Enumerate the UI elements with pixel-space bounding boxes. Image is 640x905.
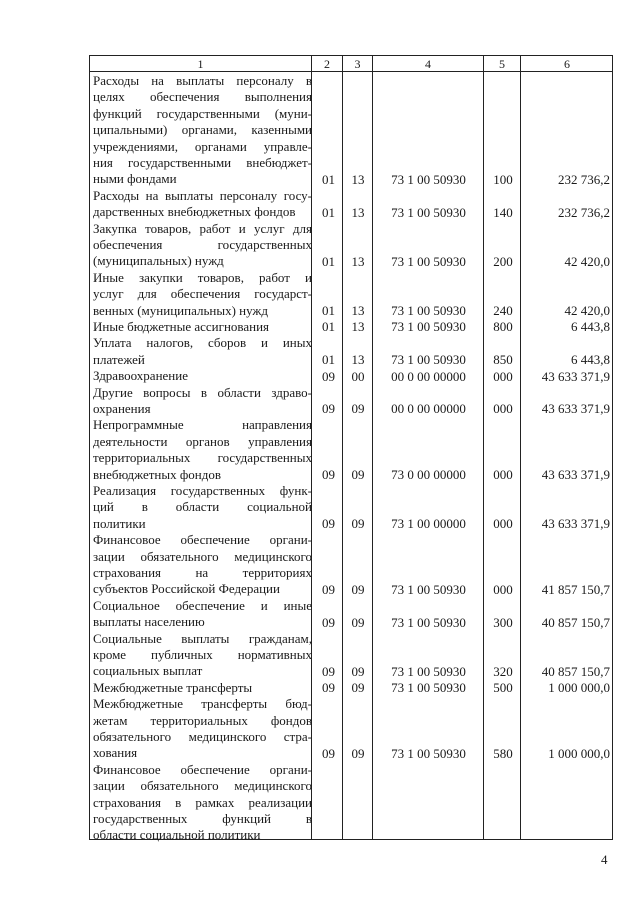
- table-row: [90, 221, 612, 270]
- header-col-2: 2: [324, 57, 330, 71]
- description-line: платежей: [93, 351, 145, 367]
- table-row: [90, 335, 612, 368]
- amount-value: 40 857 150,7: [541, 663, 610, 679]
- description-line: кроме публичных нормативных: [93, 647, 312, 662]
- amount-value: 41 857 150,7: [541, 581, 610, 597]
- section-code: 09: [322, 581, 335, 597]
- row-description: [93, 696, 312, 762]
- description-line: государственных функций в: [93, 811, 312, 827]
- description-line: зации обязательного медицинского: [93, 548, 312, 564]
- subsection-code: 09: [351, 581, 365, 597]
- description-line: ными фондами: [93, 171, 177, 187]
- expense-type-code: 320: [493, 663, 513, 679]
- subsection-code: 13: [351, 171, 365, 187]
- amount-value: 6 443,8: [571, 319, 610, 335]
- target-article-code: 73 1 00 50930: [391, 614, 466, 630]
- header-col-5: 5: [499, 57, 505, 71]
- table-row: [90, 680, 612, 696]
- amount-value: 6 443,8: [571, 352, 610, 368]
- header-col-1: 1: [197, 57, 204, 71]
- description-line: области социальной политики: [93, 827, 261, 843]
- amount-value: 1 000 000,0: [548, 680, 610, 696]
- description-line: страхования в рамках реализации: [93, 794, 312, 810]
- target-article-code: 73 1 00 50930: [391, 253, 466, 269]
- row-description: [93, 417, 312, 483]
- expense-type-code: 000: [493, 401, 513, 417]
- table-row: [90, 385, 612, 418]
- description-line: венных (муниципальных) нужд: [93, 302, 269, 318]
- subsection-code: 13: [351, 302, 365, 318]
- description-line: Финансовое обеспечение органи-: [93, 532, 312, 548]
- row-description: [93, 631, 312, 680]
- section-code: 01: [322, 171, 335, 187]
- expense-type-code: 500: [493, 680, 513, 696]
- target-article-code: 73 1 00 50930: [391, 319, 466, 335]
- expense-type-code: 200: [493, 253, 513, 269]
- target-article-code: 00 0 00 00000: [391, 401, 466, 417]
- table-row: [90, 483, 612, 532]
- description-line: Межбюджетные трансферты бюд-: [93, 696, 312, 712]
- row-description: [93, 319, 312, 335]
- section-code: 09: [322, 516, 335, 532]
- subsection-code: 13: [351, 204, 365, 220]
- section-code: 09: [322, 466, 335, 482]
- subsection-code: 13: [351, 253, 365, 269]
- subsection-code: 09: [351, 614, 365, 630]
- amount-value: 232 736,2: [558, 171, 610, 187]
- description-line: ципальными) органами, казенными: [93, 122, 312, 138]
- description-line: деятельности органов управления: [93, 433, 312, 449]
- amount-value: 43 633 371,9: [541, 466, 610, 482]
- description-line: функций государственными (муни-: [93, 105, 312, 121]
- description-line: дарственных внебюджетных фондов: [93, 204, 296, 220]
- table-row: [90, 631, 612, 680]
- section-code: 09: [322, 401, 335, 417]
- expense-type-code: 000: [493, 466, 513, 482]
- expense-type-code: 100: [493, 171, 513, 187]
- description-line: ния государственными внебюджет-: [93, 155, 312, 171]
- expense-type-code: 800: [493, 319, 513, 335]
- budget-table: [89, 55, 613, 843]
- description-line: охранения: [93, 401, 151, 416]
- amount-value: 42 420,0: [564, 253, 610, 269]
- description-line: Реализация государственных функ-: [93, 483, 312, 498]
- description-line: услуг для обеспечения государст-: [93, 286, 312, 302]
- expense-type-code: 000: [493, 581, 513, 597]
- header-col-6: 6: [564, 57, 570, 71]
- description-line: Иные закупки товаров, работ и: [93, 269, 312, 285]
- target-article-code: 73 1 00 50930: [391, 352, 466, 368]
- description-line: внебюджетных фондов: [93, 466, 221, 482]
- description-line: обеспечения государственных: [93, 237, 312, 252]
- target-article-code: 73 1 00 50930: [391, 680, 466, 696]
- table-row: [90, 73, 612, 188]
- description-line: жетам территориальных фондов: [93, 712, 312, 728]
- row-description: [93, 598, 312, 631]
- table-row: [90, 532, 612, 598]
- description-line: социальных выплат: [93, 663, 203, 679]
- target-article-code: 00 0 00 00000: [391, 368, 466, 384]
- subsection-code: 13: [351, 352, 365, 368]
- subsection-code: 09: [351, 401, 365, 417]
- subsection-code: 09: [351, 516, 365, 532]
- subsection-code: 00: [351, 368, 365, 384]
- target-article-code: 73 1 00 50930: [391, 204, 466, 220]
- description-line: хования: [93, 745, 138, 761]
- target-article-code: 73 1 00 50930: [391, 745, 466, 761]
- description-line: Иные бюджетные ассигнования: [93, 319, 270, 334]
- row-description: [93, 270, 312, 319]
- row-description: [93, 73, 312, 188]
- description-line: политики: [93, 515, 146, 531]
- description-line: Социальное обеспечение и иные: [93, 597, 312, 613]
- description-line: Закупка товаров, работ и услуг для: [93, 220, 312, 236]
- expense-type-code: 140: [493, 204, 513, 220]
- target-article-code: 73 1 00 50930: [391, 171, 466, 187]
- description-line: Непрограммные направления: [93, 417, 312, 433]
- row-description: [93, 762, 312, 844]
- table-row: [90, 368, 612, 384]
- target-article-code: 73 1 00 50930: [391, 663, 466, 679]
- table-row: [90, 319, 612, 335]
- expense-type-code: 300: [493, 614, 513, 630]
- table-row: [90, 696, 612, 762]
- description-line: Расходы на выплаты персоналу госу-: [93, 187, 312, 203]
- target-article-code: 73 0 00 00000: [391, 466, 466, 482]
- row-description: [93, 221, 312, 270]
- expense-type-code: 240: [493, 302, 513, 318]
- row-description: [93, 368, 312, 384]
- section-code: 09: [322, 663, 335, 679]
- description-line: Финансовое обеспечение органи-: [93, 761, 312, 777]
- row-description: [93, 483, 312, 532]
- amount-value: 43 633 371,9: [541, 401, 610, 417]
- target-article-code: 73 1 00 00000: [391, 516, 466, 532]
- row-description: [93, 532, 312, 598]
- subsection-code: 09: [351, 466, 365, 482]
- expense-type-code: 000: [493, 368, 513, 384]
- expense-type-code: 000: [493, 516, 513, 532]
- row-description: [93, 335, 312, 368]
- page-number: 4: [601, 852, 608, 867]
- row-description: [93, 385, 312, 418]
- expense-type-code: 850: [493, 352, 513, 368]
- section-code: 09: [322, 614, 335, 630]
- section-code: 09: [322, 368, 335, 384]
- section-code: 01: [322, 253, 335, 269]
- description-line: Социальные выплаты гражданам,: [93, 630, 312, 646]
- description-line: выплаты населению: [93, 614, 205, 630]
- row-description: [93, 680, 312, 696]
- description-line: (муниципальных) нужд: [93, 253, 224, 269]
- description-line: страхования на территориях: [93, 565, 312, 580]
- header-col-3: 3: [354, 57, 361, 71]
- subsection-code: 13: [351, 319, 365, 335]
- amount-value: 1 000 000,0: [548, 745, 610, 761]
- table-row: [90, 417, 612, 483]
- subsection-code: 09: [351, 663, 365, 679]
- amount-value: 40 857 150,7: [541, 614, 610, 630]
- row-description: [93, 188, 312, 221]
- expense-type-code: 580: [493, 745, 513, 761]
- section-code: 01: [322, 352, 335, 368]
- header-divider: [90, 71, 612, 72]
- table-row: [90, 188, 612, 221]
- description-line: Расходы на выплаты персоналу в: [93, 73, 312, 88]
- amount-value: 43 633 371,9: [541, 516, 610, 532]
- amount-value: 43 633 371,9: [541, 368, 610, 384]
- description-line: ций в области социальной: [93, 499, 312, 515]
- description-line: зации обязательного медицинского: [93, 778, 312, 794]
- section-code: 01: [322, 319, 335, 335]
- description-line: территориальных государственных: [93, 450, 312, 466]
- section-code: 01: [322, 302, 335, 318]
- target-article-code: 73 1 00 50930: [391, 302, 466, 318]
- description-line: Уплата налогов, сборов и иных: [93, 335, 312, 351]
- section-code: 09: [322, 680, 335, 696]
- table-row: [90, 270, 612, 319]
- description-line: субъектов Российской Федерации: [93, 581, 280, 597]
- amount-value: 42 420,0: [564, 302, 610, 318]
- description-line: Межбюджетные трансферты: [93, 679, 253, 695]
- target-article-code: 73 1 00 50930: [391, 581, 466, 597]
- description-line: обязательного медицинского стра-: [93, 729, 312, 744]
- subsection-code: 09: [351, 680, 365, 696]
- header-col-4: 4: [425, 57, 431, 71]
- section-code: 01: [322, 204, 335, 220]
- table-row: [90, 762, 612, 844]
- section-code: 09: [322, 745, 335, 761]
- description-line: Другие вопросы в области здраво-: [93, 384, 312, 400]
- description-line: целях обеспечения выполнения: [93, 89, 312, 105]
- description-line: учреждениями, органами управле-: [93, 138, 312, 154]
- table-row: [90, 598, 612, 631]
- subsection-code: 09: [351, 745, 365, 761]
- amount-value: 232 736,2: [558, 204, 610, 220]
- description-line: Здравоохранение: [93, 368, 188, 384]
